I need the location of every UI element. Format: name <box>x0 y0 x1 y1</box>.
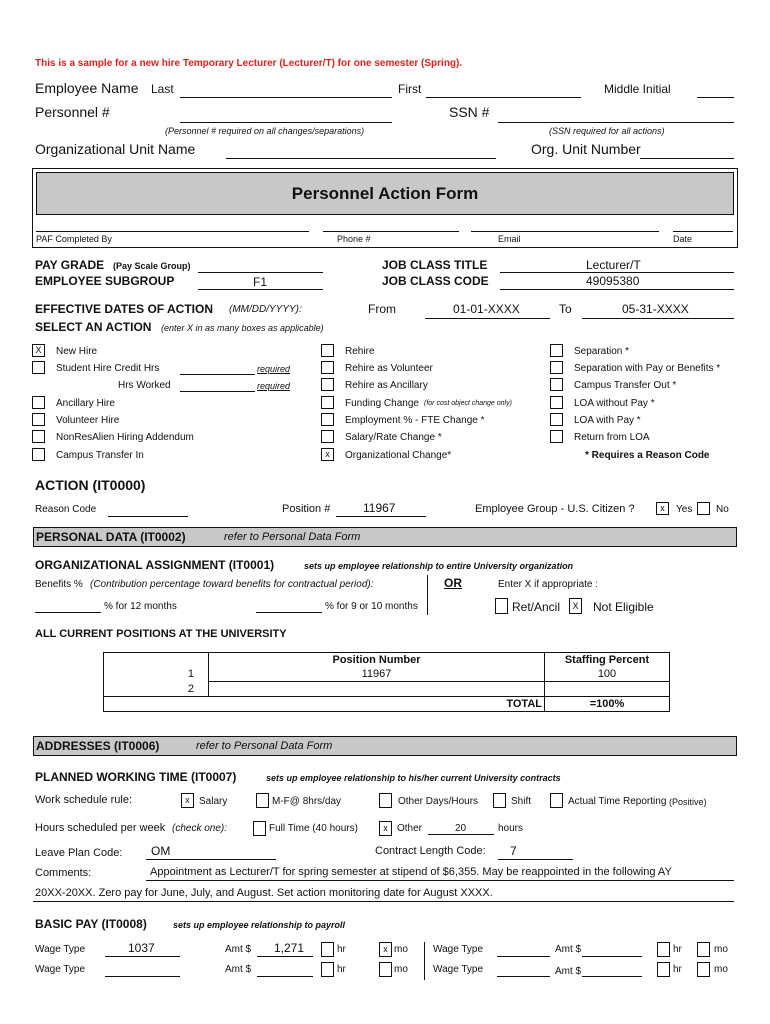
row-number: 2 <box>104 682 209 697</box>
working-time-heading: PLANNED WORKING TIME (IT0007) <box>35 770 237 784</box>
position-label: Position # <box>282 503 331 515</box>
pay-grade-label: PAY GRADE <box>35 258 105 272</box>
middle-initial-label: Middle Initial <box>604 82 671 96</box>
other-days-label: Other Days/Hours <box>398 796 479 807</box>
addresses-section <box>33 736 737 756</box>
job-class-code-value[interactable]: 49095380 <box>586 274 640 288</box>
new-hire-checkbox[interactable]: X <box>32 344 45 357</box>
amt-value[interactable]: 1,271 <box>274 941 305 955</box>
mo-label: mo <box>714 964 728 975</box>
org-unit-number-label: Org. Unit Number <box>531 141 641 157</box>
campus-transfer-out-checkbox[interactable] <box>550 378 563 391</box>
other-hours-field[interactable] <box>428 834 494 835</box>
wage-type-label: Wage Type <box>35 964 86 975</box>
leave-plan-value[interactable]: OM <box>151 844 171 858</box>
volunteer-hire-checkbox[interactable] <box>32 413 45 426</box>
job-class-code-field[interactable] <box>500 289 734 290</box>
total-blank <box>104 697 209 712</box>
title-block <box>32 168 738 248</box>
full-time-label: Full Time (40 hours) <box>269 823 358 834</box>
effective-dates-format: (MM/DD/YYYY): <box>229 304 302 315</box>
or-label: OR <box>444 576 462 590</box>
hrs-worked-field[interactable] <box>180 391 255 392</box>
salary-label: Salary <box>199 796 228 807</box>
citizen-no-label: No <box>716 504 729 515</box>
last-name-field[interactable] <box>180 97 392 98</box>
phone-label: Phone # <box>337 234 371 244</box>
student-hire-label: Student Hire Credit Hrs <box>56 363 160 374</box>
leave-plan-field[interactable] <box>146 859 276 860</box>
full-time-checkbox[interactable] <box>253 821 266 836</box>
benefits-note: (Contribution percentage toward benefits for contractual period): <box>90 579 374 590</box>
table-row <box>104 682 670 697</box>
leave-plan-label: Leave Plan Code: <box>35 847 123 859</box>
rehire-label: Rehire <box>345 346 375 357</box>
addresses-note: refer to Personal Data Form <box>196 740 333 752</box>
last-label: Last <box>151 82 174 96</box>
other-hours-checkbox[interactable]: x <box>379 821 392 836</box>
citizen-no-checkbox[interactable] <box>697 502 710 515</box>
personnel-field[interactable] <box>180 122 392 123</box>
funding-change-label: Funding Change <box>345 398 419 409</box>
loa-with-pay-checkbox[interactable] <box>550 413 563 426</box>
salary-checkbox[interactable]: x <box>181 793 194 808</box>
ssn-label: SSN # <box>449 104 490 120</box>
first-label: First <box>398 82 422 96</box>
mo-checkbox[interactable] <box>697 942 710 957</box>
email-label: Email <box>498 234 521 244</box>
amt-field[interactable] <box>257 956 313 957</box>
employee-subgroup-label: EMPLOYEE SUBGROUP <box>35 274 175 288</box>
to-date-field[interactable] <box>582 318 734 319</box>
form-title: Personnel Action Form <box>291 184 479 203</box>
personal-data-label: PERSONAL DATA (IT0002) <box>36 530 186 544</box>
row-number: 1 <box>104 667 209 682</box>
title-banner <box>36 172 734 215</box>
position-number-header: Position Number <box>209 653 545 668</box>
select-action-note: (enter X in as many boxes as applicable) <box>161 323 324 333</box>
benefits-12-label: % for 12 months <box>104 601 177 612</box>
hrs-worked-required: required <box>257 381 291 391</box>
enter-x-label: Enter X if appropriate : <box>498 579 599 590</box>
amt-label: Amt $ <box>225 964 252 975</box>
mo-label: mo <box>394 964 408 975</box>
actual-time-label: Actual Time Reporting <box>568 796 667 807</box>
comment-underline-2 <box>33 901 734 902</box>
hrs-worked-label: Hrs Worked <box>118 380 171 391</box>
credit-hrs-field[interactable] <box>180 374 255 375</box>
personnel-note: (Personnel # required on all changes/separations) <box>165 126 365 136</box>
comment-underline-1 <box>146 880 734 881</box>
salary-rate-change-checkbox[interactable] <box>321 430 334 443</box>
campus-transfer-in-checkbox[interactable] <box>32 448 45 461</box>
table-row <box>104 667 670 682</box>
separation-pay-label: Separation with Pay or Benefits * <box>574 363 721 374</box>
volunteer-hire-label: Volunteer Hire <box>56 415 120 426</box>
basic-pay-note: sets up employee relationship to payroll <box>173 920 346 930</box>
new-hire-label: New Hire <box>56 346 98 357</box>
hr-checkbox[interactable] <box>657 962 670 977</box>
ssn-note: (SSN required for all actions) <box>549 126 665 136</box>
not-eligible-checkbox[interactable]: X <box>569 598 582 614</box>
pay-grade-note: (Pay Scale Group) <box>113 261 191 271</box>
position-number-cell[interactable]: 11967 <box>209 667 545 682</box>
benefits-label: Benefits % <box>35 579 83 590</box>
loa-without-pay-label: LOA without Pay * <box>574 398 655 409</box>
basic-pay-heading: BASIC PAY (IT0008) <box>35 917 147 931</box>
reason-code-label: Reason Code <box>35 504 97 515</box>
wage-type-field[interactable] <box>105 976 180 977</box>
shift-label: Shift <box>511 796 532 807</box>
personnel-label: Personnel # <box>35 104 110 120</box>
employee-name-label: Employee Name <box>35 80 139 96</box>
funding-change-checkbox[interactable] <box>321 396 334 409</box>
hr-label: hr <box>673 944 682 955</box>
mf-label: M-F@ 8hrs/day <box>272 796 342 807</box>
wage-type-label: Wage Type <box>433 944 484 955</box>
total-value: =100% <box>545 697 670 712</box>
reason-code-note: * Requires a Reason Code <box>585 450 710 461</box>
personal-data-note: refer to Personal Data Form <box>224 531 361 543</box>
from-date-field[interactable] <box>425 318 550 319</box>
wage-type-field[interactable] <box>105 956 180 957</box>
basic-pay-divider <box>424 942 425 980</box>
mo-label: mo <box>394 944 408 955</box>
campus-transfer-out-label: Campus Transfer Out * <box>574 380 677 391</box>
paf-completed-by-field[interactable] <box>36 231 309 232</box>
wage-type-field[interactable] <box>497 976 550 977</box>
other-hours-value[interactable]: 20 <box>455 823 467 834</box>
ancillary-hire-label: Ancillary Hire <box>56 398 115 409</box>
employee-group-label: Employee Group - U.S. Citizen ? <box>475 503 635 515</box>
rehire-ancillary-label: Rehire as Ancillary <box>345 380 428 391</box>
credit-hrs-required: required <box>257 364 291 374</box>
from-date-value[interactable]: 01-01-XXXX <box>453 302 520 316</box>
hr-label: hr <box>673 964 682 975</box>
rehire-volunteer-checkbox[interactable] <box>321 361 334 374</box>
ancillary-hire-checkbox[interactable] <box>32 396 45 409</box>
positions-table <box>103 652 670 712</box>
wage-type-value[interactable]: 1037 <box>128 941 155 955</box>
positions-header-blank <box>104 653 209 668</box>
addresses-label: ADDRESSES (IT0006) <box>36 739 160 753</box>
amt-field[interactable] <box>257 976 313 977</box>
separation-checkbox[interactable] <box>550 344 563 357</box>
action-it0000-heading: ACTION (IT0000) <box>35 477 146 493</box>
mo-checkbox[interactable] <box>697 962 710 977</box>
student-hire-checkbox[interactable] <box>32 361 45 374</box>
position-value[interactable]: 11967 <box>363 501 396 515</box>
mf-checkbox[interactable] <box>256 793 269 808</box>
mo-checkbox[interactable] <box>379 962 392 977</box>
rehire-volunteer-label: Rehire as Volunteer <box>345 363 433 374</box>
employee-subgroup-value[interactable]: F1 <box>253 275 268 289</box>
nonresalien-label: NonResAlien Hiring Addendum <box>56 432 194 443</box>
job-class-code-label: JOB CLASS CODE <box>382 274 489 288</box>
mo-label: mo <box>714 944 728 955</box>
citizen-yes-label: Yes <box>676 504 693 515</box>
ssn-field[interactable] <box>498 122 734 123</box>
email-field[interactable] <box>471 231 659 232</box>
contract-length-field[interactable] <box>498 859 573 860</box>
return-from-loa-checkbox[interactable] <box>550 430 563 443</box>
fte-change-checkbox[interactable] <box>321 413 334 426</box>
org-change-label: Organizational Change* <box>345 450 452 461</box>
check-one-label: (check one): <box>172 823 228 834</box>
org-assignment-note: sets up employee relationship to entire University organization <box>304 561 574 571</box>
comment-line-1[interactable]: Appointment as Lecturer/T for spring semester at stipend of $6,355. May be reappointed in the following AY <box>150 866 672 878</box>
comment-line-2[interactable]: 20XX-20XX. Zero pay for June, July, and August. Set action monitoring date for August XXXX. <box>35 887 493 899</box>
org-change-checkbox[interactable]: x <box>321 448 334 461</box>
staffing-percent-header: Staffing Percent <box>545 653 670 668</box>
amt-field[interactable] <box>582 976 642 977</box>
ret-ancil-checkbox[interactable] <box>495 598 508 614</box>
employee-subgroup-field[interactable] <box>198 289 323 290</box>
benefits-12-field[interactable] <box>35 612 101 613</box>
personal-data-section <box>33 527 737 547</box>
other-days-checkbox[interactable] <box>379 793 392 808</box>
hr-checkbox[interactable] <box>321 942 334 957</box>
wage-type-label: Wage Type <box>35 944 86 955</box>
campus-transfer-in-label: Campus Transfer In <box>56 450 144 461</box>
job-class-title-label: JOB CLASS TITLE <box>382 258 488 272</box>
amt-label: Amt $ <box>555 966 582 977</box>
position-number-cell[interactable] <box>209 682 545 697</box>
hr-checkbox[interactable] <box>321 962 334 977</box>
job-class-title-value[interactable]: Lecturer/T <box>586 258 641 272</box>
date-label: Date <box>673 234 693 244</box>
amt-field[interactable] <box>582 956 642 957</box>
return-from-loa-label: Return from LOA <box>574 432 650 443</box>
positions-heading: ALL CURRENT POSITIONS AT THE UNIVERSITY <box>35 628 287 640</box>
separation-label: Separation * <box>574 346 630 357</box>
staffing-percent-cell[interactable]: 100 <box>545 667 670 682</box>
effective-dates-label: EFFECTIVE DATES OF ACTION <box>35 302 214 316</box>
funding-change-note: (for cost object change only) <box>424 400 512 407</box>
org-unit-name-field[interactable] <box>226 158 496 159</box>
other-label: Other <box>397 823 423 834</box>
salary-rate-change-label: Salary/Rate Change * <box>345 432 442 443</box>
working-time-note: sets up employee relationship to his/her current University contracts <box>266 773 561 783</box>
or-divider <box>427 575 428 615</box>
sample-note: This is a sample for a new hire Temporary Lecturer (Lecturer/T) for one semester (Spring). <box>35 58 463 69</box>
select-action-label: SELECT AN ACTION <box>35 320 152 334</box>
org-unit-name-label: Organizational Unit Name <box>35 141 196 157</box>
nonresalien-checkbox[interactable] <box>32 430 45 443</box>
hr-label: hr <box>337 944 346 955</box>
to-label: To <box>559 302 572 316</box>
amt-label: Amt $ <box>225 944 252 955</box>
rehire-checkbox[interactable] <box>321 344 334 357</box>
wage-type-field[interactable] <box>497 956 550 957</box>
org-assignment-heading: ORGANIZATIONAL ASSIGNMENT (IT0001) <box>35 558 275 572</box>
staffing-percent-cell[interactable] <box>545 682 670 697</box>
loa-with-pay-label: LOA with Pay * <box>574 415 641 426</box>
comments-label: Comments: <box>35 867 92 879</box>
schedule-rule-label: Work schedule rule: <box>35 794 133 806</box>
total-label: TOTAL <box>209 697 545 712</box>
paf-completed-by-label: PAF Completed By <box>36 234 112 244</box>
position-field[interactable] <box>336 516 426 517</box>
benefits-9-field[interactable] <box>256 612 322 613</box>
hours-label: hours <box>498 823 524 834</box>
shift-checkbox[interactable] <box>493 793 506 808</box>
reason-code-field[interactable] <box>108 516 188 517</box>
job-class-title-field[interactable] <box>500 272 734 273</box>
to-date-value[interactable]: 05-31-XXXX <box>622 302 689 316</box>
org-unit-number-field[interactable] <box>640 158 734 159</box>
positive-label: (Positive) <box>669 797 707 807</box>
date-field[interactable] <box>673 231 733 232</box>
loa-without-pay-checkbox[interactable] <box>550 396 563 409</box>
hr-checkbox[interactable] <box>657 942 670 957</box>
hr-label: hr <box>337 964 346 975</box>
middle-initial-field[interactable] <box>697 97 734 98</box>
hours-per-week-label: Hours scheduled per week <box>35 822 166 834</box>
rehire-ancillary-checkbox[interactable] <box>321 378 334 391</box>
mo-checkbox[interactable]: x <box>379 942 392 957</box>
first-name-field[interactable] <box>426 97 581 98</box>
separation-pay-checkbox[interactable] <box>550 361 563 374</box>
wage-type-label: Wage Type <box>433 964 484 975</box>
fte-change-label: Employment % - FTE Change * <box>345 415 485 426</box>
not-eligible-label: Not Eligible <box>593 600 654 614</box>
phone-field[interactable] <box>323 231 459 232</box>
citizen-yes-checkbox[interactable]: x <box>656 502 669 515</box>
actual-time-checkbox[interactable] <box>550 793 563 808</box>
ret-ancil-label: Ret/Ancil <box>512 600 561 614</box>
amt-label: Amt $ <box>555 944 582 955</box>
contract-length-value[interactable]: 7 <box>510 844 517 858</box>
from-label: From <box>368 302 396 316</box>
contract-length-label: Contract Length Code: <box>375 845 486 857</box>
benefits-9-label: % for 9 or 10 months <box>325 601 418 612</box>
pay-grade-field[interactable] <box>198 272 323 273</box>
